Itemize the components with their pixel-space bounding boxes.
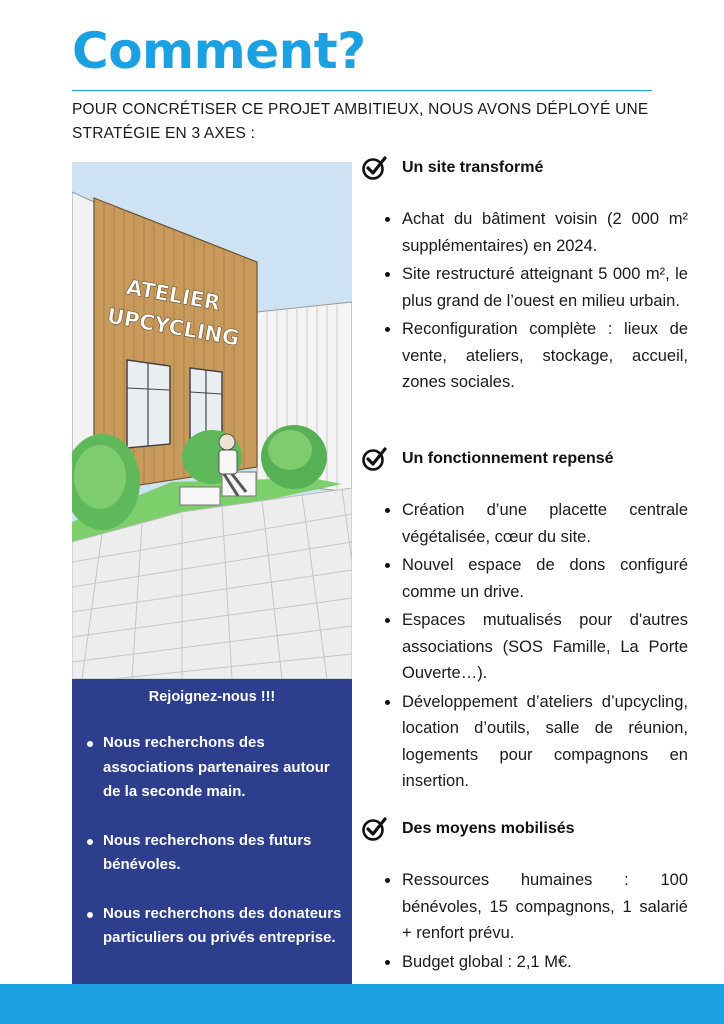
sign-line-2: UPCYCLING [105,303,242,351]
check-circle-icon [362,446,388,472]
section-title: Des moyens mobilisés [402,820,575,837]
list-item: Nous recherchons des futurs bénévoles. [84,829,346,878]
list-item: Nous recherchons des associations partenaires autour de la seconde main. [84,731,346,805]
building-illustration [72,162,352,679]
check-circle-icon [362,155,388,181]
list-item: Nouvel espace de dons configuré comme un drive. [362,552,688,605]
list-item: Budget global : 2,1 M€. [362,949,688,976]
section-title: Un site transformé [402,159,544,176]
join-panel [72,679,352,985]
check-circle-icon [362,816,388,842]
join-list [84,731,346,975]
footer-band [0,984,724,1024]
title-divider [72,90,652,91]
section-moyens [362,815,688,977]
section-title: Un fonctionnement repensé [402,450,614,467]
list-item: Reconfiguration complète : lieux de vente, ateliers, stockage, accueil, zones sociales. [362,316,688,396]
section-site [362,154,688,398]
intro-text: POUR CONCRÉTISER CE PROJET AMBITIEUX, NOUS AVONS DÉPLOYÉ UNE STRATÉGIE EN 3 AXES : [72,101,649,142]
section-fonctionnement [362,445,688,797]
list-item: Développement d’ateliers d’upcycling, location d’outils, salle de réunion, logements pour compagnons en insertion. [362,689,688,795]
list-item: Création d’une placette centrale végétalisée, cœur du site. [362,497,688,550]
sign-line-1: ATELIER [124,275,223,316]
list-item: Nous recherchons des donateurs particuliers ou privés entreprise. [84,902,346,951]
list-item: Espaces mutualisés pour d'autres associations (SOS Famille, La Porte Ouverte…). [362,607,688,687]
page-title: Comment? [72,22,366,80]
list-item: Ressources humaines : 100 bénévoles, 15 compagnons, 1 salarié + renfort prévu. [362,867,688,947]
list-item: Site restructuré atteignant 5 000 m², le plus grand de l’ouest en milieu urbain. [362,261,688,314]
join-title: Rejoignez-nous !!! [148,689,276,705]
list-item: Achat du bâtiment voisin (2 000 m² supplémentaires) en 2024. [362,206,688,259]
